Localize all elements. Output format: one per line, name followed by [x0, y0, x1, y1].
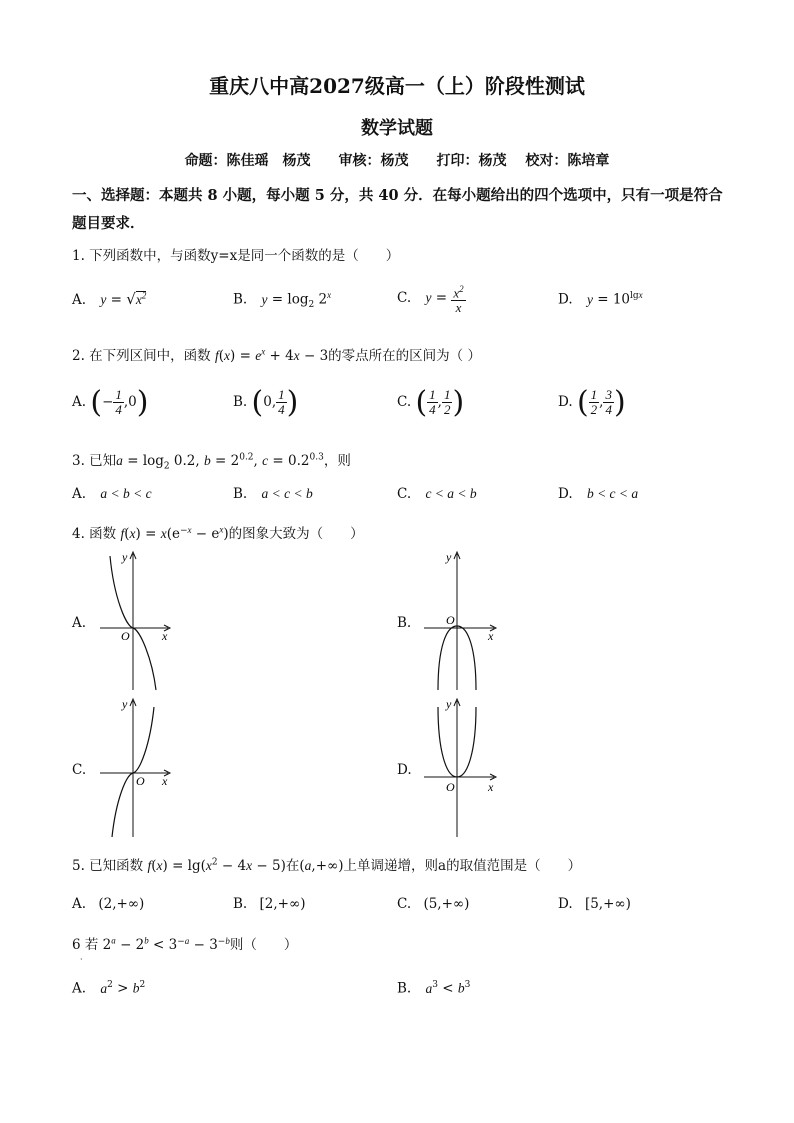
axis-x-label: x — [162, 629, 168, 643]
option-label: D. — [558, 896, 573, 912]
q3-option-a: A. a < b < c — [72, 486, 152, 502]
exam-credits: 命题：陈佳瑶 杨茂 审核：杨茂 打印：杨茂 校对：陈培章 — [184, 153, 610, 169]
axis-x-label: x — [488, 629, 494, 643]
q2-option-d: D. ( $\frac{1}{2}$ , $\frac{3}{4}$ ) — [558, 385, 626, 420]
question-3-stem: 3. 已知$a = \log_2 0.2$, $b = 2^{0.2}$, $c = 0.2^{0.3}$，则 — [72, 452, 351, 472]
option-label: C. — [397, 896, 412, 912]
section-heading: 一、选择题：本题共 8 小题，每小题 5 分，共 40 分．在每小题给出的四个选项中，只有一项是符合题目要求． — [72, 187, 723, 232]
q5-option-a: A. (2,+∞) — [72, 896, 145, 912]
origin-label: O — [446, 780, 455, 794]
option-label: C. — [397, 290, 412, 307]
option-label: D. — [558, 291, 573, 308]
option-label: C. — [397, 394, 412, 410]
axis-y-label: y — [446, 697, 452, 711]
q4-option-b-label: B. — [397, 615, 412, 631]
option-label: A. — [72, 896, 87, 912]
option-label: C. — [397, 486, 412, 502]
q4-option-a-label: A. — [72, 615, 87, 631]
exam-subject: 数学试题 — [361, 118, 433, 139]
q6-option-b: B. $a^3 < b^3$ — [397, 980, 471, 997]
option-label: A. — [72, 394, 87, 410]
option-label: B. — [397, 980, 412, 997]
option-label: A. — [72, 486, 87, 502]
q5-option-b: B. [2,+∞) — [233, 896, 306, 912]
axis-y-label: y — [446, 550, 452, 564]
question-6-stem: 6 若 $2^a - 2^b < 3^{-a} - 3^{-b}$则（ ） — [72, 935, 298, 953]
option-label: B. — [233, 486, 248, 502]
q4-graph-c — [96, 695, 176, 840]
q1-option-b: B. $y = \log_2 2^x$ — [233, 290, 332, 311]
q2-option-b: B. (0, $\frac{1}{4}$ ) — [233, 385, 299, 420]
q4-graph-b — [420, 548, 500, 693]
option-label: A. — [72, 292, 87, 308]
origin-label: O — [446, 613, 455, 627]
q4-option-d-label: D. — [397, 762, 412, 778]
question-1-stem: 1. 下列函数中，与函数y=x是同一个函数的是（ ） — [72, 248, 400, 264]
q4-graph-d — [420, 695, 500, 840]
option-label: B. — [233, 896, 248, 912]
question-2-stem: 2. 在下列区间中，函数 $f(x) = e^x + 4x - 3$的零点所在的区间为（ ） — [72, 346, 481, 364]
q3-option-d: D. b < c < a — [558, 486, 639, 502]
option-label: D. — [558, 486, 573, 502]
origin-label: O — [121, 629, 130, 643]
q3-option-b: B. a < c < b — [233, 486, 313, 502]
axis-y-label: y — [122, 550, 128, 564]
option-label: B. — [233, 291, 248, 308]
q5-option-d: D. [5,+∞) — [558, 896, 631, 912]
q5-option-c: C. (5,+∞) — [397, 896, 470, 912]
q2-option-a: A. (− $\frac{1}{4}$ ,0) — [72, 385, 149, 420]
q4-option-c-label: C. — [72, 762, 87, 778]
question-4-stem: 4. 函数 $f(x) = x(e^{-x} - e^x)$的图象大致为（ ） — [72, 524, 364, 542]
axis-y-label: y — [122, 697, 128, 711]
q4-graph-a — [96, 548, 176, 693]
q3-option-c: C. c < a < b — [397, 486, 477, 502]
axis-x-label: x — [162, 774, 168, 788]
question-5-stem: 5. 已知函数 $f(x) = \lg(x^2 - 4x - 5)$在(a,+∞)上单调递增，则a的取值范围是（ ） — [72, 857, 582, 874]
axis-x-label: x — [488, 780, 494, 794]
option-label: D. — [558, 394, 573, 410]
option-label: A. — [72, 980, 87, 997]
exam-title: 重庆八中高2027级高一（上）阶段性测试 — [209, 74, 585, 98]
origin-label: O — [136, 774, 145, 788]
q2-option-c: C. ( $\frac{1}{4}$ , $\frac{1}{2}$ ) — [397, 385, 465, 420]
q1-option-c: C. y = $\frac{x^2}{x}$ — [397, 284, 464, 316]
q1-option-a: A. $y = √x^2$ — [72, 290, 147, 308]
q6-option-a: A. $a^2 > b^2$ — [72, 980, 146, 997]
option-label: B. — [233, 394, 248, 410]
stray-dot: · — [80, 955, 83, 964]
q1-option-d: D. $y = 10^{lgx}$ — [558, 290, 643, 308]
